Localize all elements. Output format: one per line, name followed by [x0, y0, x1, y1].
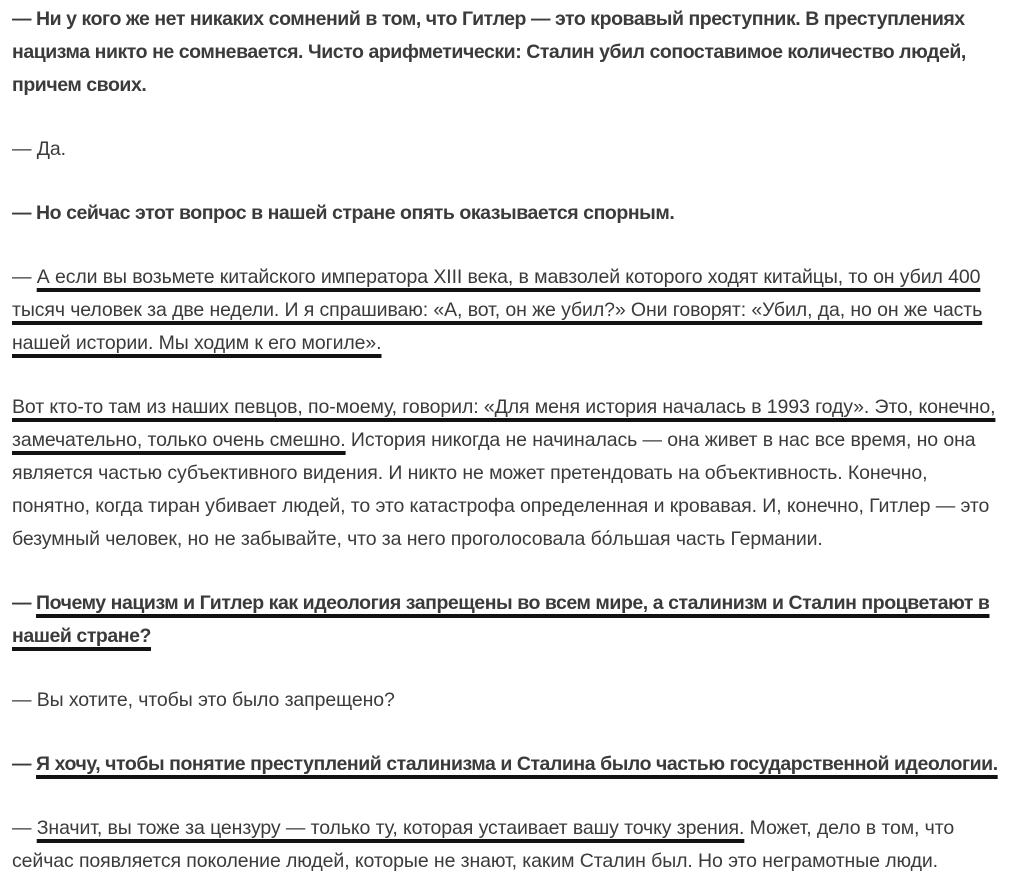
interviewee-answer	[12, 133, 1007, 166]
text-segment: — Вы хотите, чтобы это было запрещено?	[12, 689, 395, 711]
text-segment: — Но сейчас этот вопрос в нашей стране опять оказывается спорным.	[12, 202, 675, 224]
interviewer-question	[12, 748, 1007, 781]
text-segment: История никогда не начиналась — она живет в нас все время, но она является частью субъективного видения. И никто не может претендовать на объективность. Конечно, понятно, когда тиран убивает людей, то это катастрофа определенная и кровавая. И, конечно, Гитлер — это безумный человек, но не забывайте, что за него проголосовала бо́льшая часть Германии.	[12, 429, 990, 550]
text-segment: —	[12, 817, 37, 839]
text-segment: — Да.	[12, 138, 66, 160]
text-segment: —	[12, 753, 37, 775]
text-segment: —	[12, 266, 37, 288]
interviewee-answer	[12, 684, 1007, 717]
text-segment: Может, дело в том, что сейчас появляется поколение людей, которые не знают, каким Сталин был. Но это неграмотные люди.	[12, 817, 955, 872]
interviewee-answer	[12, 812, 1007, 878]
underlined-text-segment: Я хочу, чтобы понятие преступлений сталинизма и Сталина было частью государственной идеологии.	[36, 753, 998, 775]
underlined-text-segment: Почему нацизм и Гитлер как идеология запрещены во всем мире, а сталинизм и Сталин процветают в нашей стране?	[12, 592, 990, 647]
text-segment: —	[12, 592, 37, 614]
underlined-text-segment: А если вы возьмете китайского императора XIII века, в мавзолей которого ходят китайцы, то он убил 400 тысяч человек за две недели. И я спрашиваю: «А, вот, он же убил?» Они говорят: «Убил, да, но он же часть нашей истории. Мы ходим к его могиле».	[12, 266, 983, 354]
interviewer-question	[12, 3, 1007, 102]
interviewer-question	[12, 587, 1007, 653]
interviewee-answer	[12, 391, 1007, 556]
interviewer-question	[12, 197, 1007, 230]
underlined-text-segment: Вот кто-то там из наших певцов, по-моему, говорил: «Для меня история началась в 1993 году». Это, конечно, замечательно, только очень смешно.	[12, 396, 996, 451]
interviewee-answer	[12, 261, 1007, 360]
underlined-text-segment: Значит, вы тоже за цензуру — только ту, которая устаивает вашу точку зрения.	[36, 817, 745, 839]
text-segment: — Ни у кого же нет никаких сомнений в том, что Гитлер — это кровавый преступник. В преступлениях нацизма никто не сомневается. Чисто арифметически: Сталин убил сопоставимое количество людей, причем своих.	[12, 8, 966, 96]
